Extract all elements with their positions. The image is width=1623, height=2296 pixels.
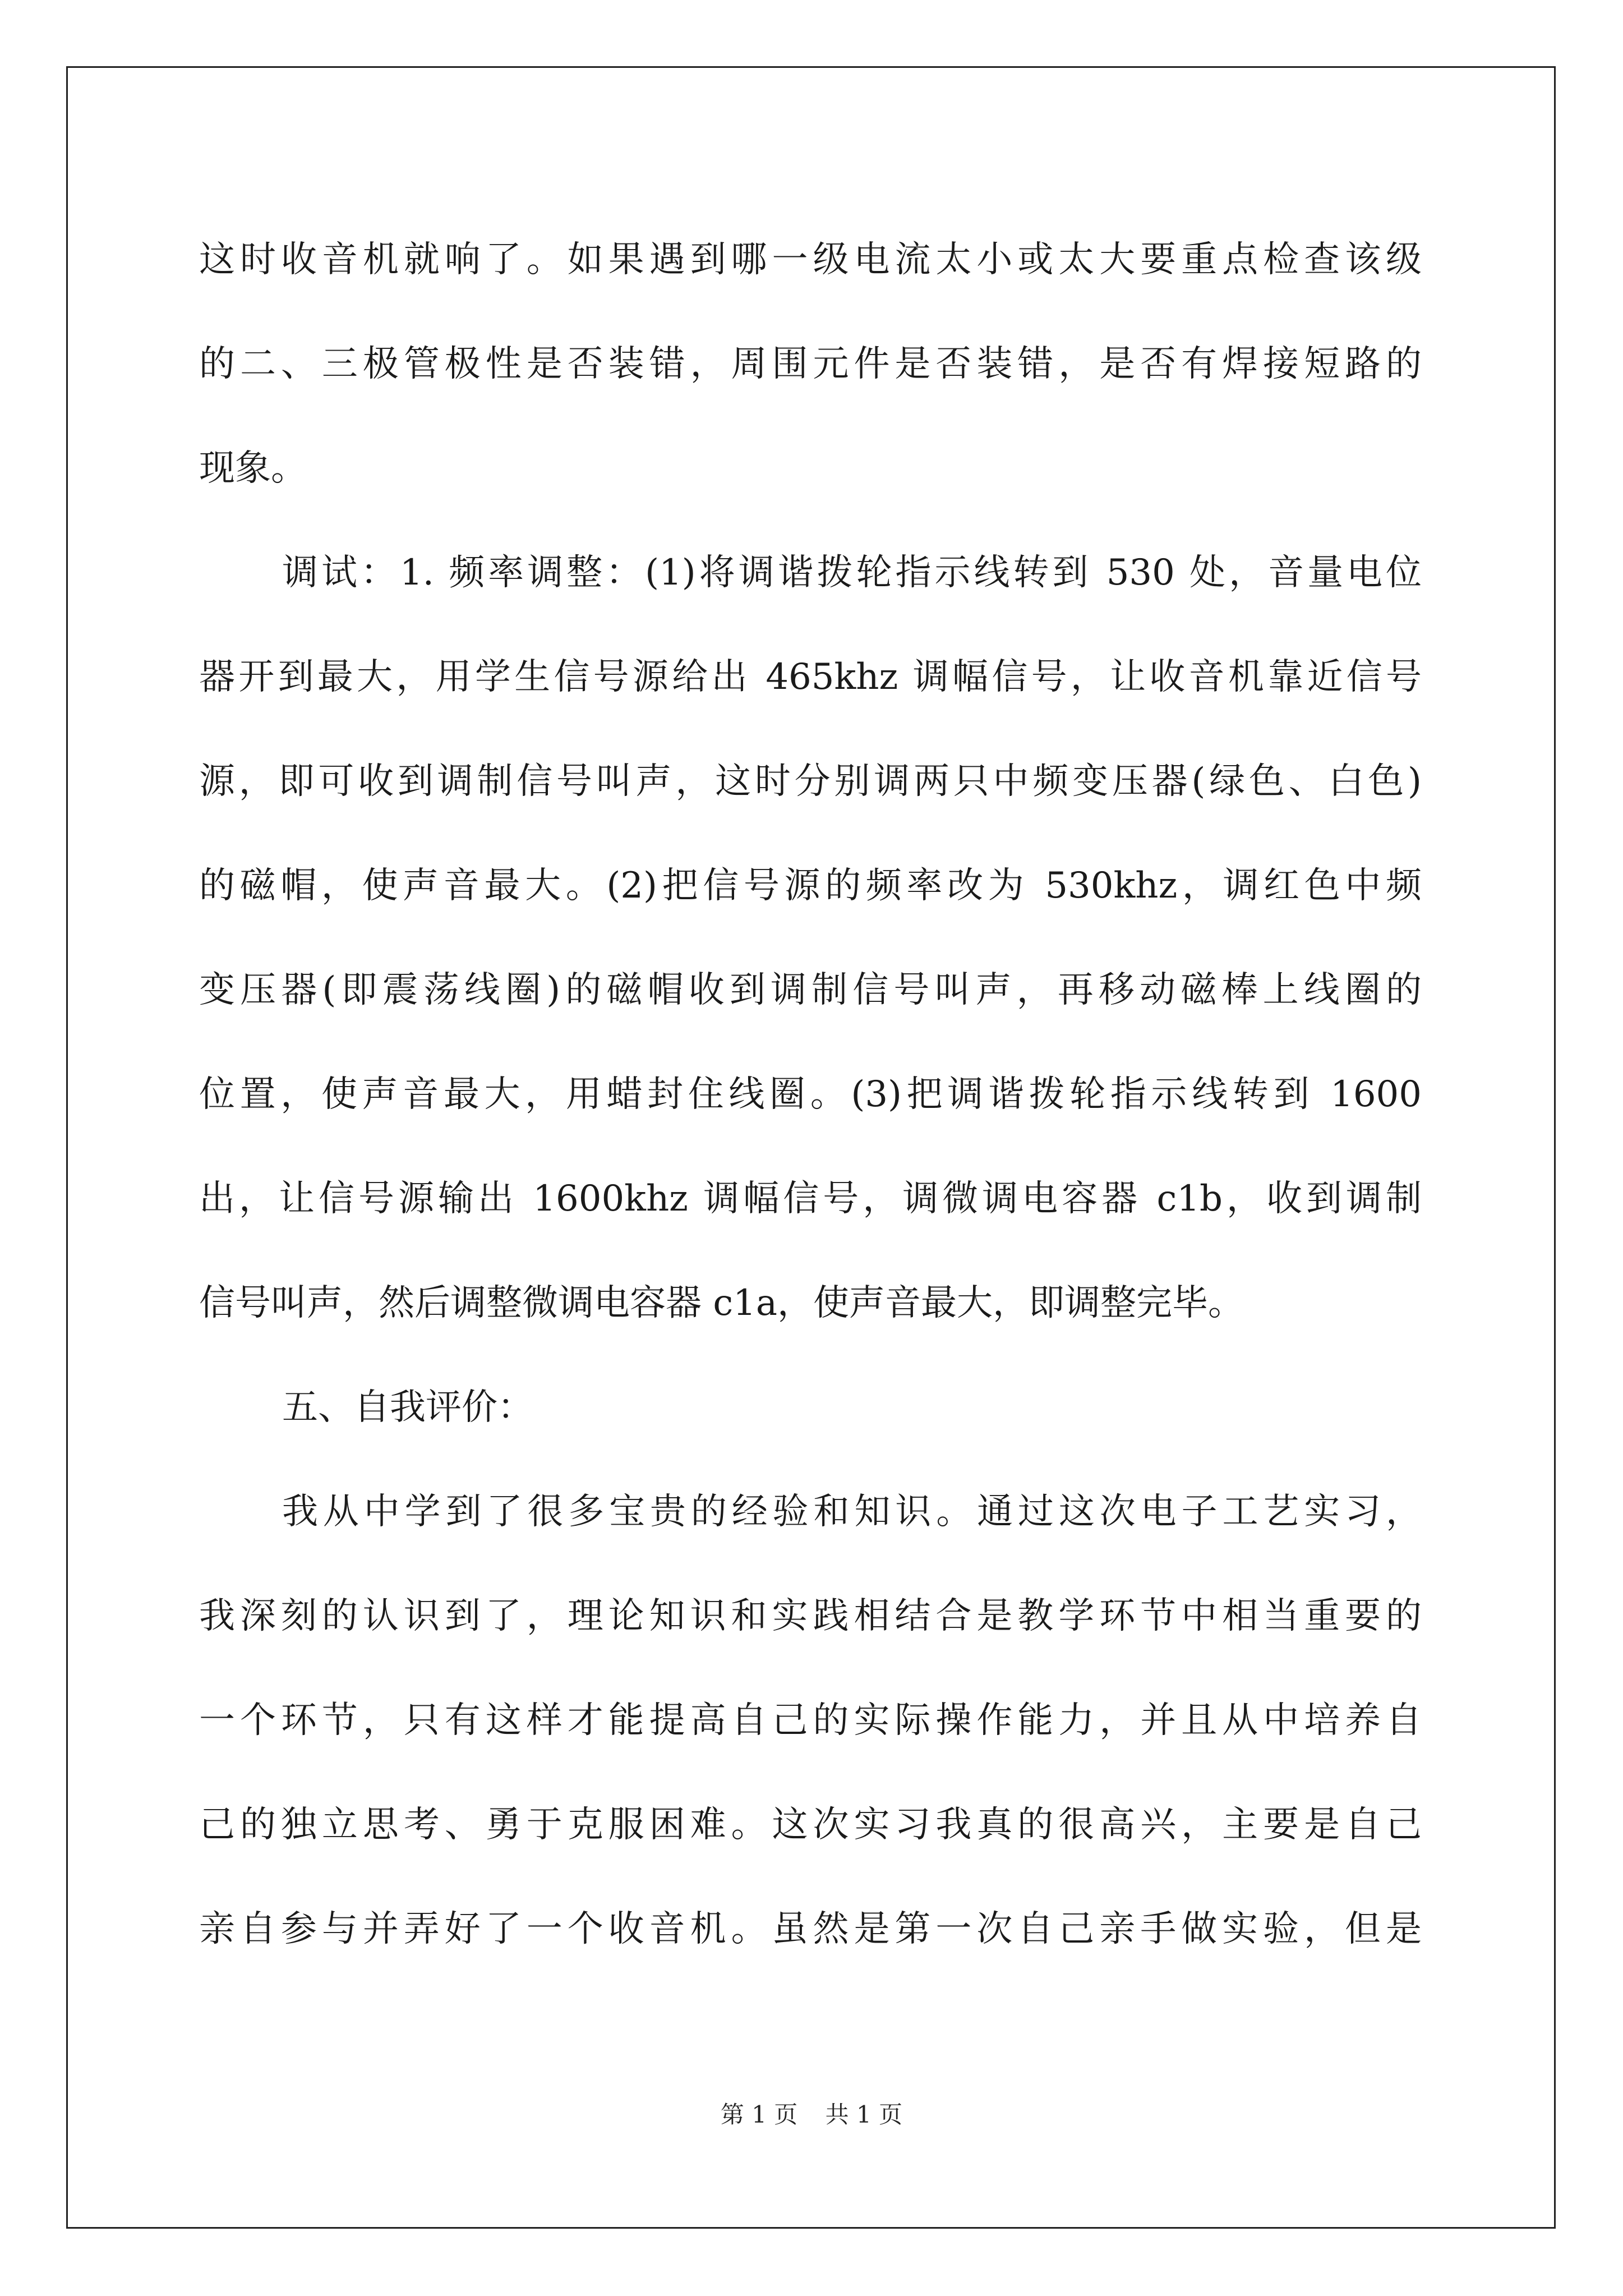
document-body — [199, 208, 1422, 1981]
text-line: 现象。 — [199, 448, 307, 489]
text-line: 调试：1. 频率调整：(1)将调谐拨轮指示线转到 530 处，音量电位 — [282, 552, 1422, 593]
page-footer — [0, 2098, 1623, 2132]
text-line: 亲自参与并弄好了一个收音机。虽然是第一次自己亲手做实验，但是 — [199, 1908, 1422, 1950]
page-number-current: 第 1 页 — [720, 2101, 798, 2128]
page-number-total: 共 1 页 — [825, 2101, 903, 2128]
text-line: 信号叫声，然后调整微调电容器 c1a，使声音最大，即调整完毕。 — [199, 1282, 1244, 1324]
text-line: 的磁帽，使声音最大。(2)把信号源的频率改为 530khz，调红色中频 — [199, 865, 1422, 907]
text-line: 位置，使声音最大，用蜡封住线圈。(3)把调谐拨轮指示线转到 1600 — [199, 1074, 1422, 1115]
text-line: 出，让信号源输出 1600khz 调幅信号，调微调电容器 c1b，收到调制 — [199, 1178, 1422, 1220]
text-line: 变压器(即震荡线圈)的磁帽收到调制信号叫声，再移动磁棒上线圈的 — [199, 969, 1422, 1011]
section-heading: 五、自我评价： — [282, 1387, 533, 1428]
text-line: 器开到最大，用学生信号源给出 465khz 调幅信号，让收音机靠近信号 — [199, 656, 1422, 698]
text-line: 己的独立思考、勇于克服困难。这次实习我真的很高兴，主要是自己 — [199, 1804, 1422, 1846]
text-line: 源，即可收到调制信号叫声，这时分别调两只中频变压器(绿色、白色) — [199, 761, 1422, 802]
text-line: 这时收音机就响了。如果遇到哪一级电流太小或太大要重点检查该级 — [199, 239, 1422, 280]
text-line: 的二、三极管极性是否装错，周围元件是否装错，是否有焊接短路的 — [199, 343, 1422, 385]
text-line: 我从中学到了很多宝贵的经验和知识。通过这次电子工艺实习， — [282, 1491, 1422, 1533]
text-line: 一个环节，只有这样才能提高自己的实际操作能力，并且从中培养自 — [199, 1700, 1422, 1741]
text-line: 我深刻的认识到了，理论知识和实践相结合是教学环节中相当重要的 — [199, 1595, 1422, 1637]
